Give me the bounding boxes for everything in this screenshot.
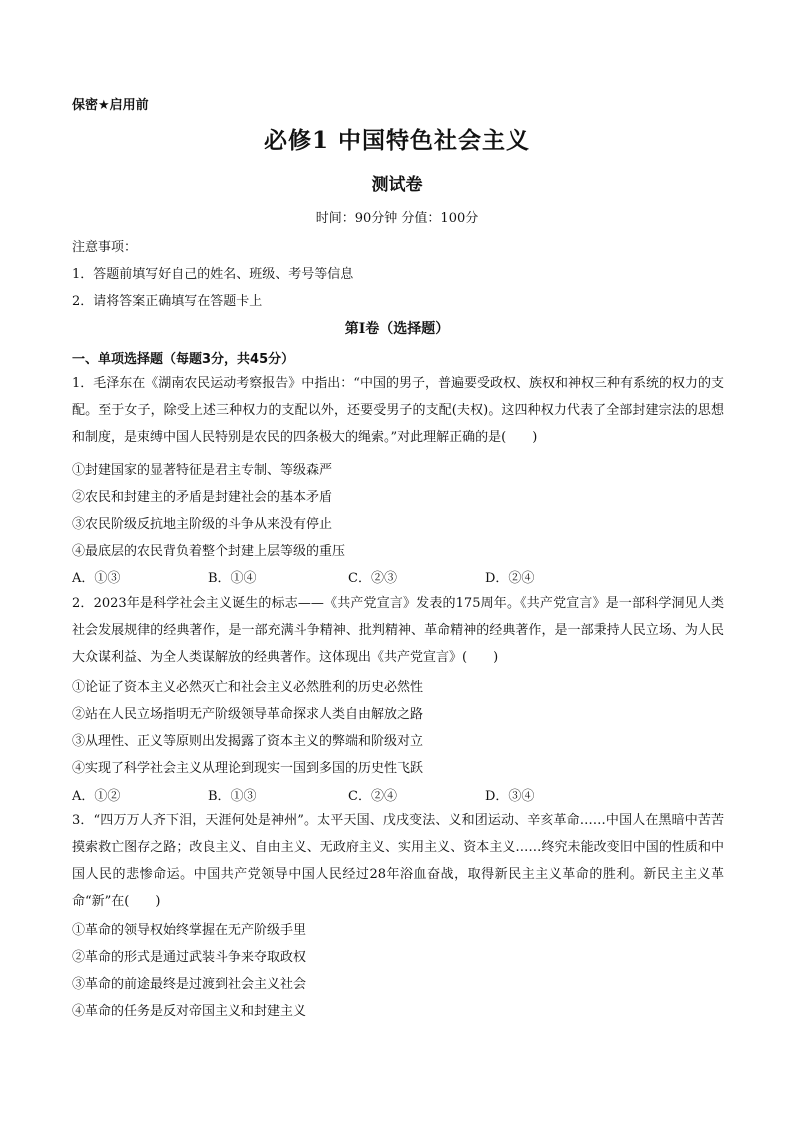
question-3-item: ①革命的领导权始终掌握在无产阶级手里 [72,923,307,938]
question-3-item: ②革命的形式是通过武装斗争来夺取政权 [72,950,307,965]
notes-heading: 注意事项： [72,240,138,255]
question-1-item: ④最底层的农民背负着整个封建上层等级的重压 [72,544,346,559]
option-b[interactable]: B．①④ [208,571,257,586]
notes-item: 1．答题前填写好自己的姓名、班级、考号等信息 [72,267,354,282]
question-2-item: ③从理性、正义等原则出发揭露了资本主义的弊端和阶级对立 [72,734,424,749]
question-3-stem: 3．“四万万人齐下泪，天涯何处是神州”。太平天国、戊戌变法、义和团运动、辛亥革命……中国人在黑暗中苦苦摸索救亡图存之路；改良主义、自由主义、无政府主义、实用主义、资本主义……终究未能改变旧中国的性质和中国人民的悲惨命运。中国共产党领导中国人民经过28年浴血奋战，取得新民主主义革命的胜利。新民主主义革命“新”在( ) [72,813,724,909]
option-b[interactable]: B．①③ [208,789,257,804]
volume-title: 第I卷（选择题） [344,321,450,337]
question-3-item: ④革命的任务是反对帝国主义和封建主义 [72,1004,307,1019]
time-score-info: 时间：90分钟 分值：100分 [315,211,479,226]
question-2-item: ②站在人民立场指明无产阶级领导革命探求人类自由解放之路 [72,707,424,722]
question-2-item: ①论证了资本主义必然灭亡和社会主义必然胜利的历史必然性 [72,680,424,695]
question-3-item: ③革命的前途最终是过渡到社会主义社会 [72,977,307,992]
option-d[interactable]: D．③④ [485,789,535,804]
question-1-item: ②农民和封建主的矛盾是封建社会的基本矛盾 [72,490,333,505]
page-title: 必修1 中国特色社会主义 [263,127,530,154]
question-1-item: ③农民阶级反抗地主阶级的斗争从来没有停止 [72,517,333,532]
option-c[interactable]: C．②④ [348,789,397,804]
option-a[interactable]: A．①③ [72,571,121,586]
option-c[interactable]: C．②③ [348,571,397,586]
confidential-label: 保密★启用前 [72,98,149,113]
notes-item: 2．请将答案正确填写在答题卡上 [72,294,263,309]
option-a[interactable]: A．①② [72,789,121,804]
question-1-stem: 1．毛泽东在《湖南农民运动考察报告》中指出：“中国的男子，普遍要受政权、族权和神权三种有系统的权力的支配。至于女子，除受上述三种权力的支配以外，还要受男子的支配(夫权)。这四种权力代表了全部封建宗法的思想和制度，是束缚中国人民特别是农民的四条极大的绳索。”对此理解正确的是( ) [72,376,724,445]
option-d[interactable]: D．②④ [485,571,535,586]
question-2-stem: 2．2023年是科学社会主义诞生的标志——《共产党宣言》发表的175周年。《共产党宣言》是一部科学洞见人类社会发展规律的经典著作，是一部充满斗争精神、批判精神、革命精神的经典著作，是一部秉持人民立场、为人民大众谋利益、为全人类谋解放的经典著作。这体现出《共产党宣言》( ) [72,596,724,665]
question-2-item: ④实现了科学社会主义从理论到现实一国到多国的历史性飞跃 [72,761,424,776]
question-1-item: ①封建国家的显著特征是君主专制、等级森严 [72,463,333,478]
page-subtitle: 测试卷 [371,175,423,195]
section-heading: 一、单项选择题（每题3分，共45分） [72,352,295,367]
